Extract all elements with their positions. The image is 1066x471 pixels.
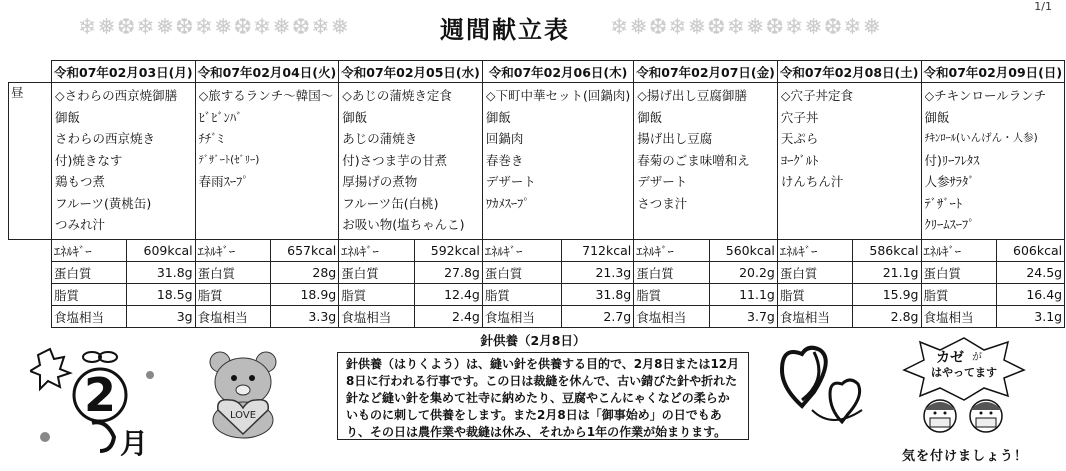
protein-value: 28g — [271, 262, 339, 284]
protein-label: 蛋白質 — [777, 262, 852, 284]
salt-value: 3.3g — [271, 306, 339, 328]
day-date-header: 令和07年02月03日(月) — [52, 61, 196, 83]
fat-label: 脂質 — [482, 284, 561, 306]
dish-item: 御飯 — [637, 109, 663, 125]
fat-value: 31.8g — [562, 284, 634, 306]
dish-item: ﾃﾞｻﾞｰﾄ(ｾﾞﾘｰ) — [198, 153, 260, 166]
fat-label: 脂質 — [52, 284, 127, 306]
dish-item: 人参ｻﾗﾀﾞ — [924, 174, 975, 189]
calendar-number: 2 — [83, 368, 117, 422]
dish-item: 御飯 — [485, 109, 511, 125]
page-title: 週間献立表 — [440, 16, 570, 44]
day-dishes — [482, 83, 633, 240]
protein-label: 蛋白質 — [634, 262, 709, 284]
fat-label: 脂質 — [195, 284, 270, 306]
fat-value: 16.4g — [996, 284, 1064, 306]
dish-item: ◇穴子丼定食 — [780, 88, 853, 103]
bear-with-heart-illustration — [198, 348, 288, 440]
energy-label: ｴﾈﾙｷﾞｰ — [195, 240, 270, 262]
fat-value: 11.1g — [709, 284, 777, 306]
dish-item: 天ぷら — [780, 131, 819, 146]
dish-item: ◇揚げ出し豆腐御膳 — [637, 88, 747, 103]
day-date-header: 令和07年02月07日(金) — [634, 61, 778, 83]
day-date-header: 令和07年02月05日(水) — [339, 61, 483, 83]
dish-item: 回鍋肉 — [485, 131, 524, 146]
fat-value: 15.9g — [853, 284, 921, 306]
energy-label: ｴﾈﾙｷﾞｰ — [634, 240, 709, 262]
protein-value: 21.3g — [562, 262, 634, 284]
protein-value: 31.8g — [127, 262, 195, 284]
kaze-note: 気を付けましょう！ — [902, 449, 1029, 464]
snowflake-decoration-left: ❄❅❆❄❅❆❄❅❆❄❅❆❄❅ — [78, 15, 351, 40]
day-dishes — [921, 83, 1065, 240]
dish-item: あじの蒲焼き — [342, 131, 418, 146]
energy-row — [9, 240, 1065, 262]
protein-label: 蛋白質 — [921, 262, 996, 284]
protein-value: 20.2g — [709, 262, 777, 284]
energy-label: ｴﾈﾙｷﾞｰ — [777, 240, 852, 262]
dish-item: さわらの西京焼き — [55, 131, 156, 146]
dish-item: ﾖｰｸﾞﾙﾄ — [780, 152, 819, 168]
row-spacer — [9, 262, 52, 284]
dish-item: ﾋﾞﾋﾞﾝﾊﾞ — [198, 109, 243, 125]
dish-item: ﾜｶﾒｽｰﾌﾟ — [485, 195, 530, 211]
love-label: LOVE — [229, 410, 257, 421]
dish-item: 付)ﾘｰﾌﾚﾀｽ — [924, 152, 980, 168]
salt-label: 食塩相当 — [339, 306, 414, 328]
day-dishes — [195, 83, 339, 240]
dish-item: ◇あじの蒲焼き定食 — [342, 88, 452, 103]
kaze-line1: が — [972, 352, 982, 363]
dish-item: ◇チキンロールランチ — [924, 88, 1047, 103]
protein-row — [9, 262, 1065, 284]
salt-value: 2.4g — [414, 306, 482, 328]
page-number: 1/1 — [1034, 0, 1052, 13]
dish-item: 御飯 — [55, 109, 81, 125]
day-dishes — [777, 83, 921, 240]
salt-value: 3.1g — [996, 306, 1064, 328]
sick-child-left-icon — [924, 400, 956, 432]
protein-value: 27.8g — [414, 262, 482, 284]
day-dishes — [634, 83, 778, 240]
dish-item: 御飯 — [342, 109, 368, 125]
fat-label: 脂質 — [921, 284, 996, 306]
fat-value: 12.4g — [414, 284, 482, 306]
dish-item: 付)焼きなす — [55, 152, 123, 168]
dish-item: 厚揚げの煮物 — [342, 174, 418, 189]
energy-label: ｴﾈﾙｷﾞｰ — [482, 240, 561, 262]
fat-label: 脂質 — [634, 284, 709, 306]
day-dishes — [339, 83, 483, 240]
energy-value: 560kcal — [709, 240, 777, 262]
energy-value: 609kcal — [127, 240, 195, 262]
protein-value: 21.1g — [853, 262, 921, 284]
dish-item: 春雨ｽｰﾌﾟ — [198, 174, 249, 189]
row-spacer — [9, 306, 52, 328]
february-calendar-illustration — [30, 345, 160, 465]
energy-value: 657kcal — [271, 240, 339, 262]
energy-value: 606kcal — [996, 240, 1064, 262]
kaze-line2: はやってます — [931, 366, 997, 379]
kaze-heading: カゼ — [936, 350, 964, 366]
dish-item: ｸﾘｰﾑｽｰﾌﾟ — [924, 217, 975, 232]
protein-label: 蛋白質 — [52, 262, 127, 284]
dish-item: フルーツ缶(白桃) — [342, 195, 439, 211]
row-spacer — [9, 284, 52, 306]
dish-item: 春菊のごま味噌和え — [637, 152, 750, 168]
dish-item: ﾁｷﾝﾛｰﾙ(いんげん・人参) — [924, 132, 1038, 144]
salt-label: 食塩相当 — [777, 306, 852, 328]
cold-warning-illustration — [900, 336, 1030, 444]
energy-label: ｴﾈﾙｷﾞｰ — [52, 240, 127, 262]
protein-label: 蛋白質 — [482, 262, 561, 284]
dish-item: 鶏もつ煮 — [55, 174, 106, 189]
fat-value: 18.5g — [127, 284, 195, 306]
salt-value: 2.8g — [853, 306, 921, 328]
dish-item: ﾁﾁﾞﾐ — [198, 131, 224, 146]
salt-row — [9, 306, 1065, 328]
harikuyo-title: 針供養（2月8日） — [480, 333, 586, 348]
protein-value: 24.5g — [996, 262, 1064, 284]
salt-label: 食塩相当 — [921, 306, 996, 328]
day-date-header: 令和07年02月04日(火) — [195, 61, 339, 83]
salt-value: 2.7g — [562, 306, 634, 328]
salt-value: 3.7g — [709, 306, 777, 328]
energy-label: ｴﾈﾙｷﾞｰ — [921, 240, 996, 262]
meal-label: 昼 — [9, 83, 52, 240]
fat-label: 脂質 — [777, 284, 852, 306]
day-date-header: 令和07年02月06日(木) — [482, 61, 633, 83]
dish-item: デザート — [485, 174, 536, 189]
dish-item: 揚げ出し豆腐 — [637, 131, 713, 146]
day-date-header: 令和07年02月08日(土) — [777, 61, 921, 83]
date-header-row — [9, 61, 1065, 83]
dish-item: 御飯 — [924, 109, 950, 125]
dish-item: けんちん汁 — [780, 174, 844, 189]
day-dishes — [52, 83, 196, 240]
harikuyo-description: 針供養（はりくよう）は、縫い針を供養する目的で、2月8日または12月8日に行われる行事です。この日は裁縫を休んで、古い錆びた針や折れた針など縫い針を集めて社寺に納めたり、豆腐やこんにゃくなどの柔らかいものに刺して供養をします。また2月8日は「御事始め」の日でもあり、その日は農作業や裁縫は休み、それから1年の作業が始まります。 — [337, 352, 749, 440]
day-date-header: 令和07年02月09日(日) — [921, 61, 1065, 83]
dish-item: さつま汁 — [637, 195, 688, 211]
holly-leaves-icon — [30, 349, 70, 389]
calendar-month: 月 — [120, 427, 149, 460]
salt-value: 3g — [127, 306, 195, 328]
energy-value: 712kcal — [562, 240, 634, 262]
dish-item: 春巻き — [485, 152, 524, 168]
protein-label: 蛋白質 — [339, 262, 414, 284]
lunch-dishes-row — [9, 83, 1065, 240]
salt-label: 食塩相当 — [634, 306, 709, 328]
fat-value: 18.9g — [271, 284, 339, 306]
protein-label: 蛋白質 — [195, 262, 270, 284]
dish-item: つみれ汁 — [55, 217, 106, 232]
dish-item: ◇旅するランチ～韓国～ — [198, 88, 334, 103]
salt-label: 食塩相当 — [52, 306, 127, 328]
snowflake-decoration-right: ❄❅❆❄❅❆❄❅❆❄❅❆❄❅ — [610, 15, 883, 40]
heart-icon — [830, 380, 860, 422]
dish-item: 付)さつま芋の甘煮 — [342, 152, 448, 168]
sick-child-right-icon — [970, 400, 1002, 432]
fat-label: 脂質 — [339, 284, 414, 306]
dish-item: ◇下町中華セット(回鍋肉) — [485, 88, 631, 103]
dish-item: ﾃﾞｻﾞｰﾄ — [924, 195, 963, 211]
dish-item: お吸い物(塩ちゃんこ) — [342, 217, 465, 232]
dish-item: 穴子丼 — [780, 109, 819, 125]
fat-row — [9, 284, 1065, 306]
energy-label: ｴﾈﾙｷﾞｰ — [339, 240, 414, 262]
dish-item: フルーツ(黄桃缶) — [55, 195, 152, 211]
header-spacer — [9, 61, 52, 83]
row-spacer — [9, 240, 52, 262]
dish-item: デザート — [637, 174, 688, 189]
dish-item: ◇さわらの西京焼御膳 — [55, 88, 178, 103]
energy-value: 586kcal — [853, 240, 921, 262]
weekly-menu-table — [8, 60, 1065, 328]
energy-value: 592kcal — [414, 240, 482, 262]
salt-label: 食塩相当 — [195, 306, 270, 328]
salt-label: 食塩相当 — [482, 306, 561, 328]
hearts-illustration — [772, 340, 892, 435]
